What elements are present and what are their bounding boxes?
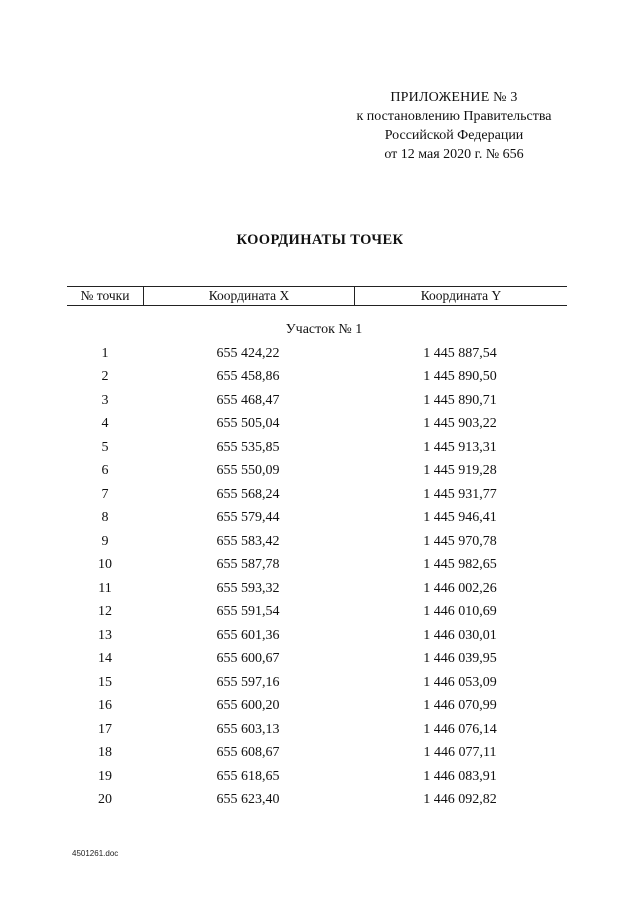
table-row	[67, 577, 567, 601]
table-row	[67, 601, 567, 625]
appendix-decree: к постановлению Правительства	[356, 109, 552, 124]
table-row	[67, 483, 567, 507]
point-number-cell: 8	[101, 510, 109, 526]
point-number-cell: 20	[98, 792, 112, 808]
header-coordinate-x: Координата X	[144, 287, 355, 305]
coordinate-y-cell: 1 445 890,50	[423, 369, 497, 385]
point-number-cell: 19	[98, 768, 112, 784]
table-row	[67, 507, 567, 531]
coordinate-y-cell: 1 445 982,65	[423, 557, 497, 573]
coordinates-table-body	[67, 342, 567, 812]
coordinate-y-cell: 1 446 070,99	[423, 698, 497, 714]
coordinate-y-cell: 1 445 903,22	[423, 416, 497, 432]
point-number-cell: 16	[98, 698, 112, 714]
coordinate-x-cell: 655 600,67	[216, 651, 280, 667]
point-number-cell: 17	[98, 721, 112, 737]
file-name: 4501261.doc	[72, 849, 119, 858]
coordinate-y-cell: 1 446 076,14	[423, 721, 497, 737]
point-number-cell: 18	[98, 745, 112, 761]
appendix-number: ПРИЛОЖЕНИЕ № 3	[390, 90, 518, 105]
appendix-date: от 12 мая 2020 г. № 656	[384, 147, 524, 162]
point-number-cell: 5	[101, 439, 109, 455]
coordinate-y-cell: 1 446 083,91	[423, 768, 497, 784]
coordinate-y-cell: 1 446 077,11	[423, 745, 497, 761]
point-number-cell: 3	[101, 392, 109, 408]
coordinate-x-cell: 655 505,04	[216, 416, 280, 432]
coordinate-y-cell: 1 446 002,26	[423, 580, 497, 596]
coordinate-x-cell: 655 535,85	[216, 439, 280, 455]
table-row	[67, 624, 567, 648]
coordinate-x-cell: 655 568,24	[216, 486, 280, 502]
point-number-cell: 13	[98, 627, 112, 643]
coordinate-x-cell: 655 600,20	[216, 698, 280, 714]
table-row	[67, 342, 567, 366]
coordinate-y-cell: 1 445 919,28	[423, 463, 497, 479]
table-row	[67, 671, 567, 695]
table-row	[67, 389, 567, 413]
point-number-cell: 4	[101, 416, 109, 432]
point-number-cell: 10	[98, 557, 112, 573]
coordinate-x-cell: 655 623,40	[216, 792, 280, 808]
coordinate-y-cell: 1 446 030,01	[423, 627, 497, 643]
coordinate-x-cell: 655 583,42	[216, 533, 280, 549]
appendix-header	[320, 88, 588, 164]
coordinate-x-cell: 655 593,32	[216, 580, 280, 596]
table-row	[67, 436, 567, 460]
header-coordinate-y: Координата Y	[420, 288, 502, 303]
coordinate-x-cell: 655 424,22	[216, 345, 280, 361]
coordinate-y-cell: 1 445 931,77	[423, 486, 497, 502]
point-number-cell: 12	[98, 604, 112, 620]
coordinate-x-cell: 655 597,16	[216, 674, 280, 690]
table-row	[67, 695, 567, 719]
table-row	[67, 530, 567, 554]
table-row	[67, 460, 567, 484]
point-number-cell: 6	[101, 463, 109, 479]
document-title: КООРДИНАТЫ ТОЧЕК	[236, 232, 404, 248]
table-row	[67, 718, 567, 742]
table-row	[67, 742, 567, 766]
table-row	[67, 765, 567, 789]
table-row	[67, 413, 567, 437]
coordinate-y-cell: 1 446 010,69	[423, 604, 497, 620]
coordinate-x-cell: 655 603,13	[216, 721, 280, 737]
coordinate-x-cell: 655 458,86	[216, 369, 280, 385]
coordinate-x-cell: 655 601,36	[216, 627, 280, 643]
coordinate-y-cell: 1 445 970,78	[423, 533, 497, 549]
coordinate-x-cell: 655 608,67	[216, 745, 280, 761]
table-header	[67, 286, 567, 306]
table-row	[67, 554, 567, 578]
table-row	[67, 648, 567, 672]
header-point-number: № точки	[67, 287, 144, 305]
coordinate-y-cell: 1 445 913,31	[423, 439, 497, 455]
point-number-cell: 14	[98, 651, 112, 667]
coordinate-x-cell: 655 550,09	[216, 463, 280, 479]
coordinate-x-cell: 655 591,54	[216, 604, 280, 620]
table-row	[67, 789, 567, 813]
coordinate-y-cell: 1 445 890,71	[423, 392, 497, 408]
point-number-cell: 15	[98, 674, 112, 690]
point-number-cell: 7	[101, 486, 109, 502]
coordinate-y-cell: 1 445 887,54	[423, 345, 497, 361]
point-number-cell: 11	[98, 580, 112, 596]
coordinate-y-cell: 1 445 946,41	[423, 510, 497, 526]
point-number-cell: 9	[101, 533, 109, 549]
coordinate-x-cell: 655 579,44	[216, 510, 280, 526]
coordinate-x-cell: 655 587,78	[216, 557, 280, 573]
point-number-cell: 2	[101, 369, 109, 385]
point-number-cell: 1	[101, 345, 109, 361]
coordinate-x-cell: 655 468,47	[216, 392, 280, 408]
coordinate-y-cell: 1 446 092,82	[423, 792, 497, 808]
appendix-government: Российской Федерации	[384, 128, 524, 143]
coordinate-y-cell: 1 446 053,09	[423, 674, 497, 690]
coordinate-x-cell: 655 618,65	[216, 768, 280, 784]
table-row	[67, 366, 567, 390]
coordinate-y-cell: 1 446 039,95	[423, 651, 497, 667]
section-label: Участок № 1	[285, 322, 363, 337]
